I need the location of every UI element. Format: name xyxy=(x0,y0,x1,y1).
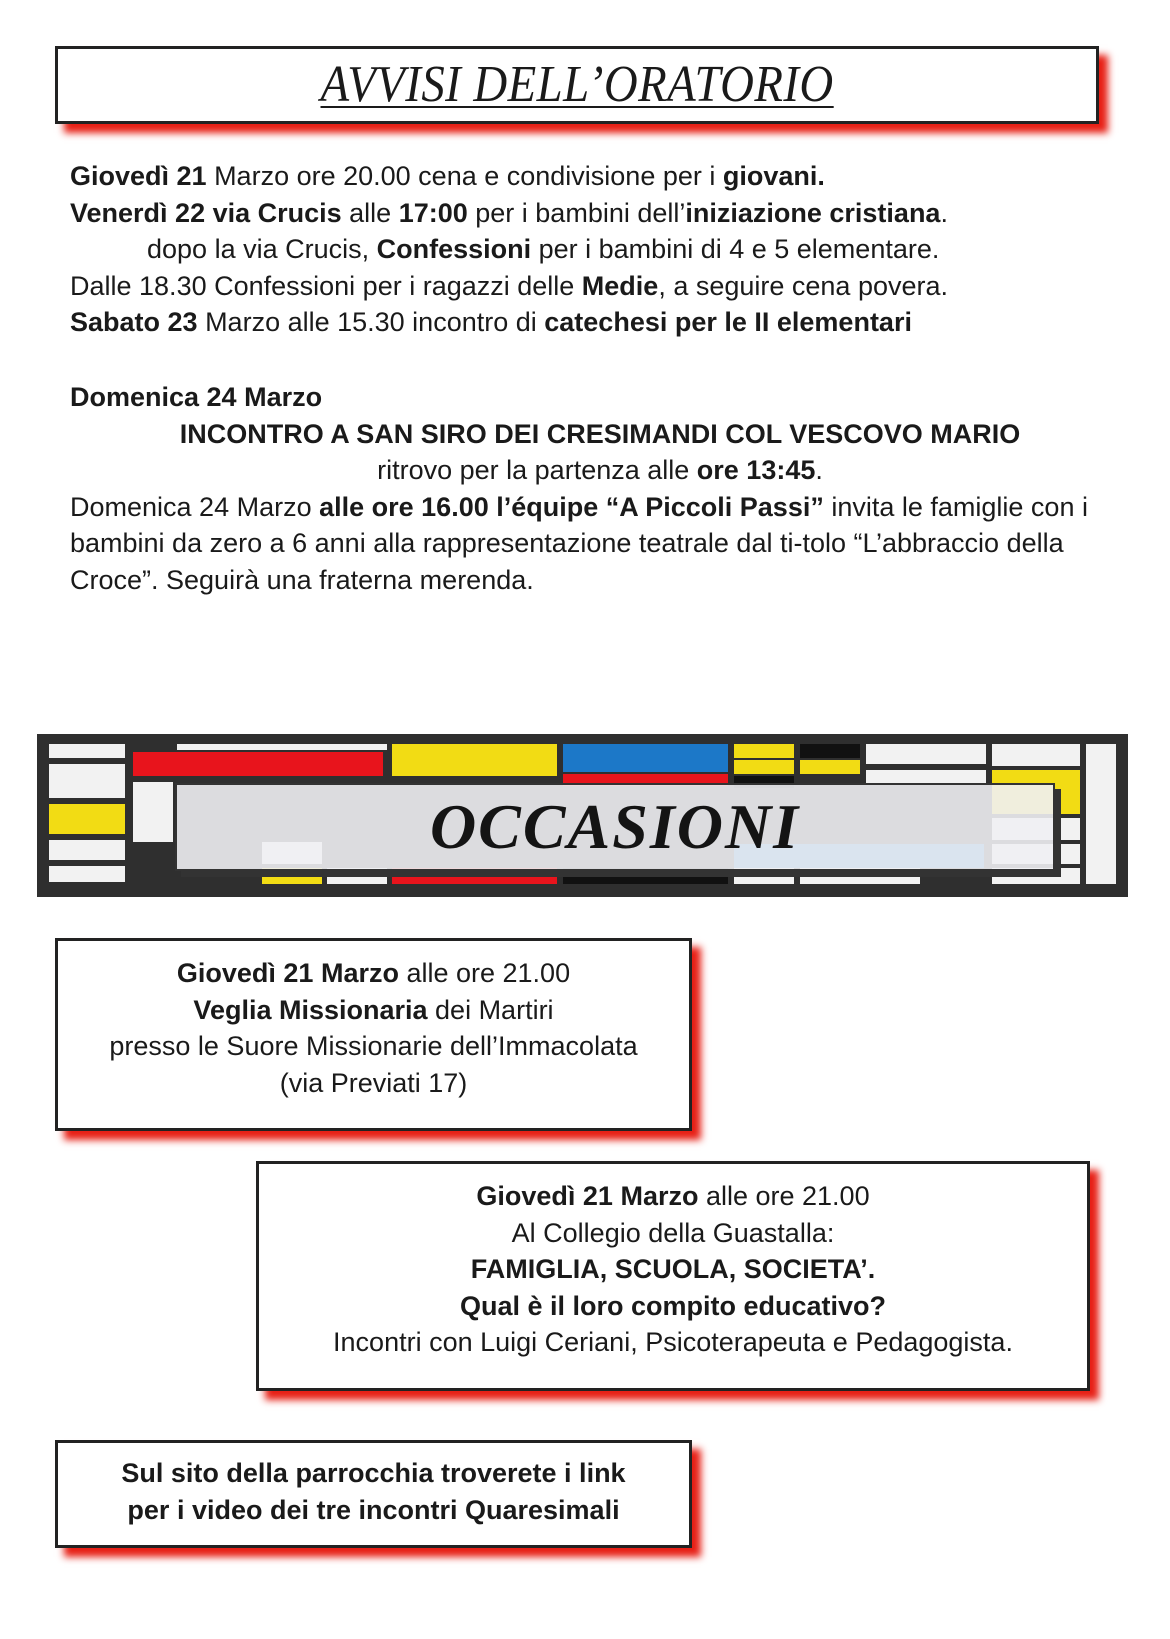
mondrian-block xyxy=(563,744,728,772)
event-subtitle: Qual è il loro compito educativo? xyxy=(459,1290,887,1321)
notice-line: Venerdì 22 via Crucis alle 17:00 per i bambini dell’iniziazione cristiana. xyxy=(70,197,948,228)
event-location: presso le Suore Missionarie dell’Immacolata xyxy=(109,1031,638,1061)
mondrian-block xyxy=(49,804,125,834)
event-speaker: Incontri con Luigi Ceriani, Psicoterapeuta e Pedagogista. xyxy=(333,1327,1013,1357)
mondrian-block xyxy=(177,744,387,750)
mondrian-block xyxy=(800,760,860,774)
mondrian-block xyxy=(1086,744,1116,884)
event-title: Veglia Missionaria xyxy=(193,994,428,1025)
mondrian-block xyxy=(49,866,125,882)
mondrian-block xyxy=(49,764,125,798)
mondrian-block xyxy=(734,760,794,774)
mondrian-block xyxy=(992,744,1080,766)
notice-line: Giovedì 21 Marzo ore 20.00 cena e condivisione per i giovani. xyxy=(70,161,825,191)
website-note-line: Sul sito della parrocchia troverete i link xyxy=(121,1458,626,1488)
event-date: Giovedì 21 Marzo xyxy=(176,958,399,988)
event-location: Al Collegio della Guastalla: xyxy=(511,1217,835,1248)
occasioni-banner xyxy=(37,734,1128,897)
website-note-box xyxy=(55,1440,692,1548)
mondrian-block xyxy=(49,744,125,758)
mondrian-block xyxy=(133,752,383,776)
event-date: Giovedì 21 Marzo xyxy=(476,1181,699,1211)
notices-block-1 xyxy=(70,158,1130,341)
mondrian-block xyxy=(800,744,860,758)
mondrian-block xyxy=(866,770,986,784)
event-box-guastalla: Giovedì 21 Marzo alle ore 21.00 Al Collegio della Guastalla: FAMIGLIA, SCUOLA, SOCIETA’. Qual è il loro compito educativo? Incontri con Luigi Ceriani, Psicoterapeuta e Pedagogista. xyxy=(256,1161,1090,1391)
notice-headline: INCONTRO A SAN SIRO DEI CRESIMANDI COL VESCOVO MARIO xyxy=(179,418,1021,449)
notice-line: dopo la via Crucis, Confessioni per i bambini di 4 e 5 elementare. xyxy=(147,234,940,264)
notice-line: ritrovo per la partenza alle ore 13:45. xyxy=(377,455,823,485)
event-address: (via Previati 17) xyxy=(279,1067,468,1098)
notices-block-2 xyxy=(70,379,1130,598)
mondrian-block xyxy=(866,744,986,764)
mondrian-block xyxy=(133,782,173,842)
page-title: AVVISI DELL’ORATORIO xyxy=(320,56,834,113)
mondrian-block xyxy=(49,840,125,860)
banner-label-panel xyxy=(175,783,1055,871)
event-title: FAMIGLIA, SCUOLA, SOCIETA’. xyxy=(470,1254,876,1284)
website-note-line: per i video dei tre incontri Quaresimali xyxy=(127,1494,620,1525)
title-box xyxy=(55,46,1099,124)
notice-line: Dalle 18.30 Confessioni per i ragazzi delle Medie, a seguire cena povera. xyxy=(70,270,949,301)
mondrian-block xyxy=(392,744,557,776)
notice-line: Sabato 23 Marzo alle 15.30 incontro di catechesi per le II elementari xyxy=(70,307,912,337)
event-box-veglia: Giovedì 21 Marzo alle ore 21.00 Veglia Missionaria dei Martiri presso le Suore Missionarie dell’Immacolata (via Previati 17) xyxy=(55,938,692,1131)
notice-paragraph: Domenica 24 Marzo alle ore 16.00 l’équipe “A Piccoli Passi” invita le famiglie con i bambini da zero a 6 anni alla rappresentazione teatrale dal ti-tolo “L’abbraccio della Croce”. Seguirà una fraterna merenda. xyxy=(70,491,1088,595)
mondrian-block xyxy=(734,744,794,758)
banner-title: OCCASIONI xyxy=(429,791,801,862)
notice-heading: Domenica 24 Marzo xyxy=(70,382,323,412)
